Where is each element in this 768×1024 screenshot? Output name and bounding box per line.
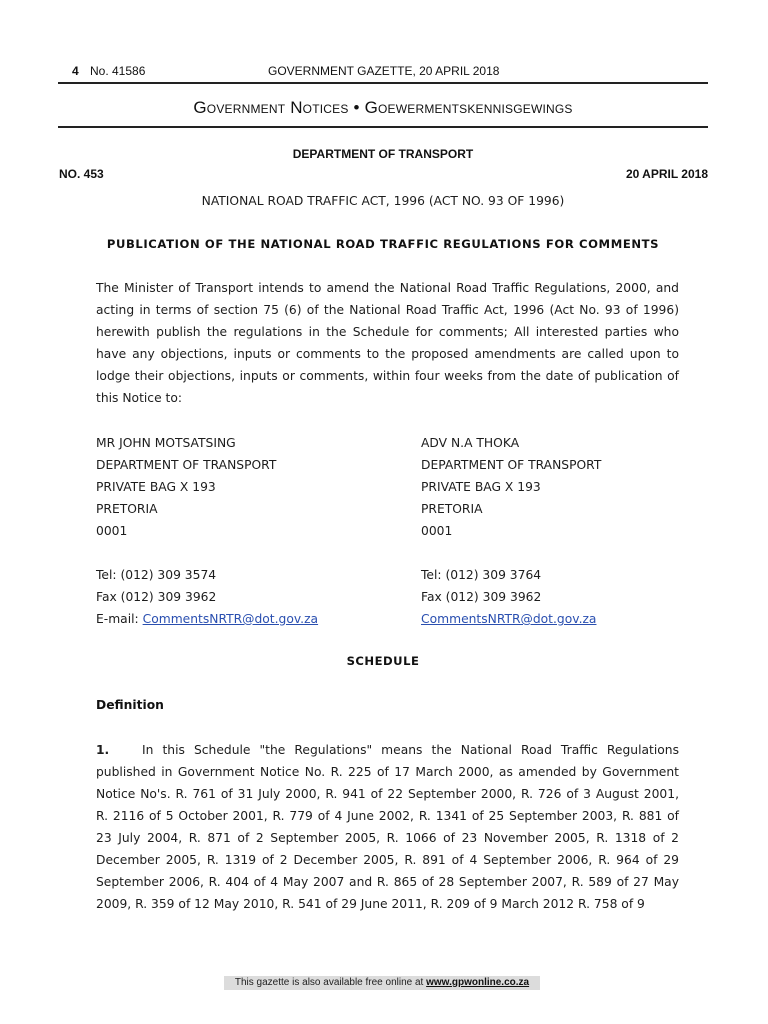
contact-city: PRETORIA — [96, 502, 158, 516]
intro-line: acting in terms of section 75 (6) of the National Road Traffic Act, 1996 (Act No. 93 of 1996) — [96, 303, 679, 317]
footer-text: This gazette is also available free online at — [234, 977, 427, 988]
intro-line: lodge their objections, inputs or comments, within four weeks from the date of publication of — [96, 369, 679, 383]
clause-line: 2009, R. 359 of 12 May 2010, R. 541 of 29 June 2011, R. 209 of 9 March 2012 R. 758 of 9 — [96, 897, 645, 911]
gazette-title: GOVERNMENT GAZETTE, 20 APRIL 2018 — [268, 64, 500, 78]
banner-rule — [58, 126, 708, 128]
department-title: DEPARTMENT OF TRANSPORT — [292, 147, 474, 161]
contact-tel: Tel: (012) 309 3574 — [96, 568, 217, 582]
contact-postal-code: 0001 — [96, 524, 128, 538]
banner-afrikaans: Goewermentskennisgewings — [364, 98, 573, 117]
notice-date: 20 APRIL 2018 — [625, 167, 708, 181]
schedule-title: SCHEDULE — [346, 654, 420, 668]
clause-line-text: In this Schedule "the Regulations" means the National Road Traffic Regulations — [142, 743, 679, 757]
contact-tel: Tel: (012) 309 3764 — [421, 568, 542, 582]
contact-name: ADV N.A THOKA — [421, 436, 520, 450]
act-title: NATIONAL ROAD TRAFFIC ACT, 1996 (ACT NO. 93 OF 1996) — [201, 194, 565, 208]
clause-number: 1. — [96, 743, 110, 757]
page-number: 4 — [72, 64, 79, 78]
issue-number: No. 41586 — [90, 64, 146, 78]
banner-english: Government Notices — [193, 98, 349, 117]
clause-line: September 2006, R. 404 of 4 May 2007 and R. 865 of 28 September 2007, R. 589 of 27 May — [96, 875, 679, 889]
notice-number: NO. 453 — [59, 167, 104, 181]
contact-email-row — [96, 608, 318, 630]
clause-line: 23 July 2004, R. 871 of 2 September 2005, R. 1066 of 23 November 2005, R. 1318 of 2 — [96, 831, 679, 845]
contact-private-bag: PRIVATE BAG X 193 — [96, 480, 216, 494]
intro-line: have any objections, inputs or comments to the proposed amendments are called upon to — [96, 347, 679, 361]
footer-link[interactable]: www.gpwonline.co.za — [426, 977, 530, 988]
clause-line: R. 2116 of 5 October 2001, R. 779 of 4 June 2002, R. 1341 of 25 September 2003, R. 881 of — [96, 809, 679, 823]
header-rule — [58, 82, 708, 84]
notices-banner — [58, 98, 708, 118]
banner-separator: • — [353, 98, 360, 117]
clause-line: Notice No's. R. 761 of 31 July 2000, R. 941 of 22 September 2000, R. 726 of 3 August 2001, — [96, 787, 679, 801]
contact-fax: Fax (012) 309 3962 — [96, 590, 217, 604]
contact-fax: Fax (012) 309 3962 — [421, 590, 542, 604]
contact-department: DEPARTMENT OF TRANSPORT — [96, 458, 277, 472]
intro-line: The Minister of Transport intends to amend the National Road Traffic Regulations, 2000, and — [96, 281, 679, 295]
contact-private-bag: PRIVATE BAG X 193 — [421, 480, 541, 494]
contact-right — [421, 432, 601, 630]
email-link[interactable]: CommentsNRTR@dot.gov.za — [421, 612, 597, 626]
intro-line: herewith publish the regulations in the Schedule for comments; All interested parties who — [96, 325, 679, 339]
spacer — [96, 542, 318, 564]
clause-line: published in Government Notice No. R. 225 of 17 March 2000, as amended by Government — [96, 765, 679, 779]
footer-banner — [224, 976, 540, 990]
contact-name: MR JOHN MOTSATSING — [96, 436, 236, 450]
contact-department: DEPARTMENT OF TRANSPORT — [421, 458, 602, 472]
contact-email-row — [421, 608, 601, 630]
intro-line: this Notice to: — [96, 391, 183, 405]
clause-1 — [96, 739, 679, 915]
contact-postal-code: 0001 — [421, 524, 453, 538]
intro-paragraph — [96, 277, 679, 409]
email-link[interactable]: CommentsNRTR@dot.gov.za — [142, 612, 319, 626]
notice-heading: PUBLICATION OF THE NATIONAL ROAD TRAFFIC REGULATIONS FOR COMMENTS — [106, 237, 660, 251]
spacer — [421, 542, 601, 564]
clause-line: December 2005, R. 1319 of 2 December 2005, R. 891 of 4 September 2006, R. 964 of 29 — [96, 853, 679, 867]
clause-line — [96, 739, 679, 761]
contact-city: PRETORIA — [421, 502, 483, 516]
definition-heading: Definition — [96, 698, 164, 712]
contact-left — [96, 432, 318, 630]
email-label: E-mail: — [96, 612, 143, 626]
